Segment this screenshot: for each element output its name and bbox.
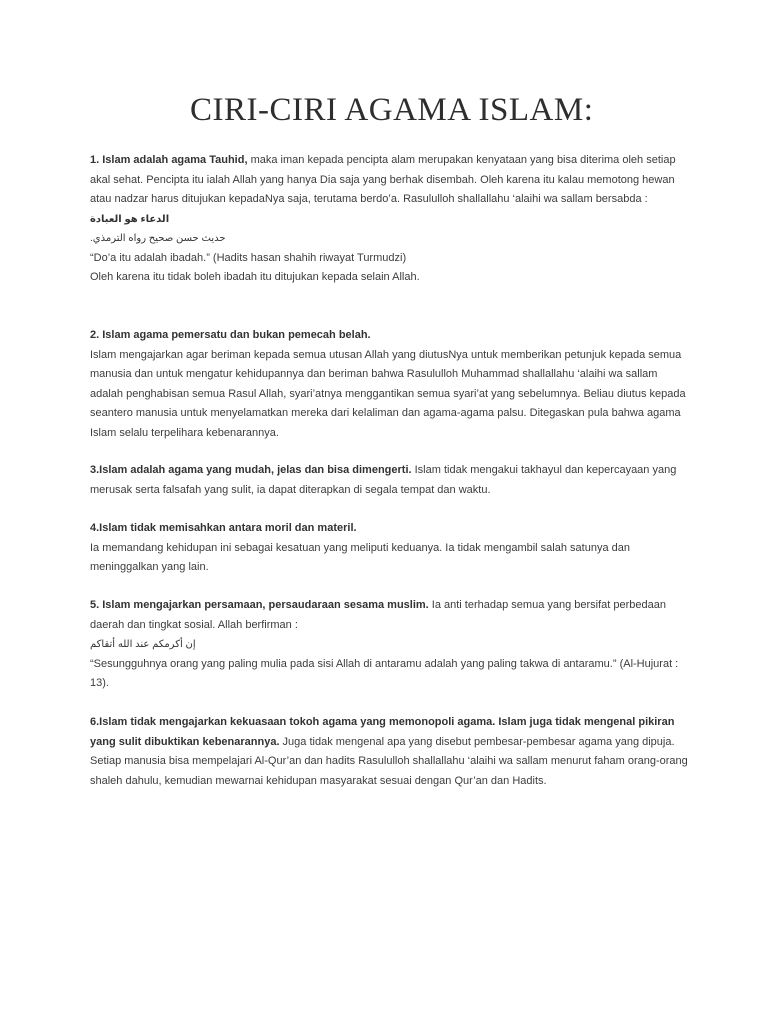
- section-1: [90, 151, 690, 288]
- section-1-quote: “Do’a itu adalah ibadah.” (Hadits hasan shahih riwayat Turmudzi): [90, 251, 407, 264]
- section-1-heading: 1. Islam adalah agama Tauhid,: [90, 154, 248, 166]
- section-4-heading: 4.Islam tidak memisahkan antara moril dan materil.: [90, 522, 357, 534]
- section-3: [90, 461, 690, 500]
- section-1-arabic-hadith: الدعاء هو العبادة: [90, 213, 170, 225]
- page-title: CIRI-CIRI AGAMA ISLAM:: [190, 92, 594, 128]
- section-5-arabic-verse: إن أكرمكم عند الله أتقاكم: [90, 639, 196, 650]
- section-6-text: Juga tidak mengenal apa yang disebut pembesar-pembesar agama yang dipuja. Setiap manusia bisa mempelajari Al-Qur’an dan hadits Rasululloh shallallahu ‘alaihi wa sallam menurut faham orang-orang shaleh dahulu, kemudian mewarnai kehidupan masyarakat sesuai dengan Qur’an dan Hadits.: [90, 735, 688, 787]
- section-5-heading: 5. Islam mengajarkan persamaan, persaudaraan sesama muslim.: [90, 599, 429, 611]
- section-4-text: Ia memandang kehidupan ini sebagai kesatuan yang meliputi keduanya. Ia tidak mengambil salah satunya dan meninggalkan yang lain.: [90, 541, 630, 573]
- section-6: [90, 713, 690, 791]
- section-5-quote: “Sesungguhnya orang yang paling mulia pada sisi Allah di antaramu adalah yang paling takwa di antaramu.” (Al-Hujurat : 13).: [90, 657, 679, 689]
- section-5-text: Ia anti terhadap semua yang bersifat perbedaan daerah dan tingkat sosial. Allah berfirman :: [90, 599, 667, 631]
- section-2-heading: 2. Islam agama pemersatu dan bukan pemecah belah.: [90, 329, 371, 341]
- section-5: [90, 596, 690, 694]
- section-3-text: Islam tidak mengakui takhayul dan kepercayaan yang merusak serta falsafah yang sulit, ia dapat diterapkan di segala tempat dan waktu.: [90, 464, 677, 496]
- section-1-text: maka iman kepada pencipta alam merupakan kenyataan yang bisa diterima oleh setiap akal sehat. Pencipta itu ialah Allah yang hanya Dia saja yang berhak disembah. Oleh karena itu kalau memotong hewan atau nadzar harus ditujukan kepadaNya saja, terutama berdo’a. Rasululloh shallallahu ‘alaihi wa sallam bersabda :: [90, 154, 676, 205]
- section-2-text: Islam mengajarkan agar beriman kepada semua utusan Allah yang diutusNya untuk memberikan petunjuk kepada semua manusia dan untuk mengatur kehidupannya dan beriman bahwa Rasululloh Muhammad shallallahu ‘alaihi wa sallam adalah penghabisan semua Rasul Allah, syari’atnya menggantikan semua syari’at yang sebelumnya. Beliau diutus kepada seantero manusia untuk menyelamatkan mereka dari kelaliman dan agama-agama palsu. Ditegaskan pula bahwa agama Islam selalu terpelihara kebenarannya.: [90, 348, 686, 439]
- section-6-heading: 6.Islam tidak mengajarkan kekuasaan tokoh agama yang memonopoli agama. Islam juga tidak mengenal pikiran yang sulit dibuktikan kebenarannya.: [90, 716, 675, 748]
- section-1-arabic-source: حديث حسن صحيح رواه الترمذي.: [90, 233, 226, 244]
- section-2: [90, 326, 690, 443]
- section-1-closing: Oleh karena itu tidak boleh ibadah itu ditujukan kepada selain Allah.: [90, 271, 420, 283]
- section-3-heading: 3.Islam adalah agama yang mudah, jelas dan bisa dimengerti.: [90, 464, 412, 476]
- section-4: [90, 519, 690, 578]
